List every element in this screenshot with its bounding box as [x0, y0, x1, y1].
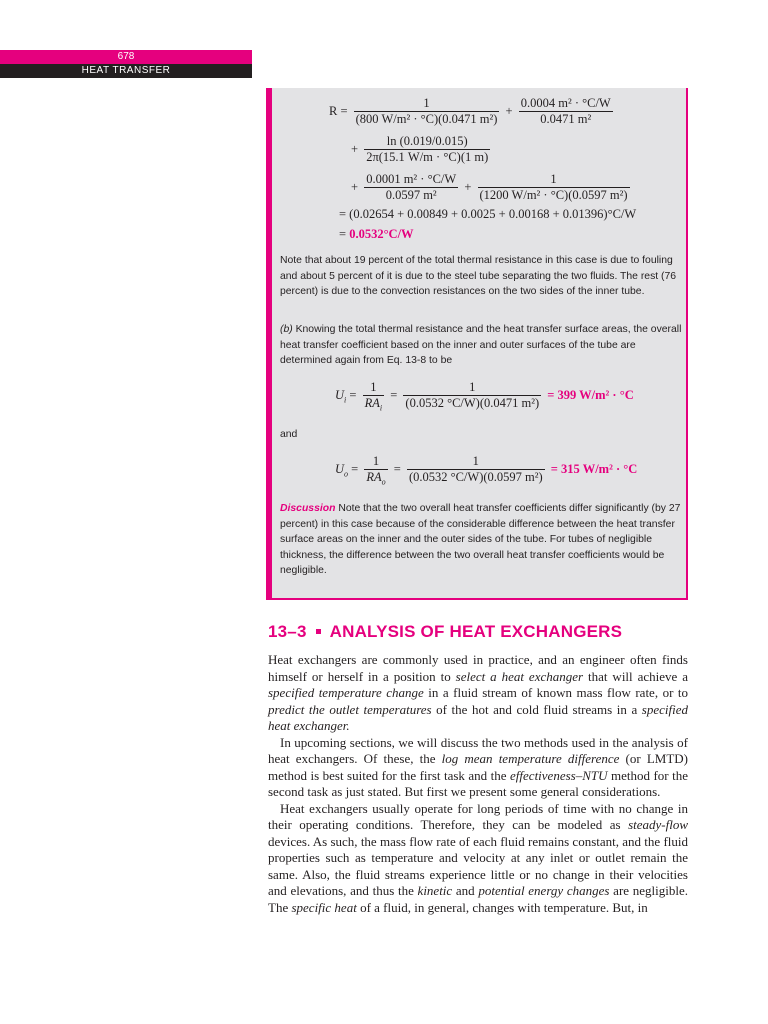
- numerator: 0.0001 m² · °C/W: [366, 172, 457, 186]
- discussion-label: Discussion: [280, 503, 336, 514]
- denominator: 0.0597 m²: [364, 187, 458, 203]
- Uo-result: = 315 W/m² · °C: [550, 462, 638, 476]
- numerator: 1: [423, 96, 430, 110]
- equation-R-line2: + $\frac{\ln (0.019/0.015)}{2\pi(15.1 W/m \cdot ^\circ C)(1 m)}$: [351, 134, 489, 164]
- fraction: [364, 134, 490, 165]
- section-title: ANALYSIS OF HEAT EXCHANGERS: [329, 622, 623, 641]
- fraction: [478, 172, 630, 203]
- fraction: $\frac{1}{RA_o}$: [366, 454, 386, 487]
- result-value: 0.0532°C/W: [349, 227, 414, 241]
- numerator: 0.0004 m² · °C/W: [520, 96, 611, 110]
- numerator: ln (0.019/0.015): [386, 134, 468, 148]
- fraction: [354, 96, 500, 127]
- discussion-paragraph: Discussion Note that the two overall heat transfer coefficients differ significantly (by 27 percent) in this case because of the considerable difference between the heat transfer surface areas on the inner and the outer sides of the tube. For tubes of negligible thickness, the difference between the two overall heat transfer coefficients would be negligible.: [280, 503, 681, 576]
- equation-lhs: R =: [329, 104, 348, 118]
- paragraph: Heat exchangers are commonly used in practice, and an engineer often finds himself or herself in a position to select a heat exchanger that will achieve a specified temperature change in a fluid stream of known mass flow rate, or to predict the outlet temperatures of the hot and cold fluid streams in a specified heat exchanger.: [268, 652, 688, 733]
- body-text: [268, 652, 688, 916]
- equation-Uo: $U_o$ = $\frac{1}{RA_o}$ = $\frac{1}{\text{(0.0532 °C/W)(0.0597 m²)}}$ = 315 W/m² · °C: [332, 454, 640, 485]
- equation-R-line1: R = $\frac{1}{\text{(800 W/m² · °C)(0.0471 m²)}}$ + $\frac{\text{0.0004 m² · °C/W}}{\text{0.0471 m²}}$: [326, 96, 613, 127]
- square-bullet-icon: [316, 629, 321, 634]
- note-paragraph: Note that about 19 percent of the total thermal resistance in this case is due to fouling and about 5 percent of it is due to the steel tube separating the two fluids. The rest (76 percent) is due to the convection resistances on the two sides of the inner tube.: [280, 255, 677, 297]
- fraction: $\frac{1}{\text{(0.0532 °C/W)(0.0597 m²)}}$: [408, 454, 543, 484]
- fraction: [519, 96, 613, 127]
- Ui-result: = 399 W/m² · °C: [547, 388, 634, 402]
- section-heading: [268, 622, 622, 642]
- part-b-label: (b): [280, 324, 293, 335]
- running-header: [0, 50, 252, 78]
- numerator: 1: [550, 172, 557, 186]
- denominator: (1200 W/m² · °C)(0.0597 m²): [479, 188, 628, 202]
- equation-R-result: = 0.0532°C/W: [339, 227, 414, 241]
- part-b-paragraph: (b) Knowing the total thermal resistance and the heat transfer surface areas, the overall heat transfer coefficient based on the inner and outer surfaces of the tube are determined again from Eq. 13-8 to be: [280, 324, 682, 366]
- denominator: 2π(15.1 W/m · °C)(1 m): [366, 150, 489, 164]
- fraction: [364, 172, 458, 203]
- page-number: 678: [0, 50, 252, 64]
- equation-Ui: $U_i$ = $\frac{1}{RA_i}$ = $\frac{1}{\text{(0.0532 °C/W)(0.0471 m²)}}$ = 399 W/m² · °C: [332, 380, 637, 411]
- denominator: 0.0471 m²: [519, 111, 613, 127]
- and-text: and: [280, 429, 298, 440]
- equation-R-line3: + $\frac{\text{0.0001 m² · °C/W}}{\text{0.0597 m²}}$ + $\frac{1}{\text{(1200 W/m² · °C)(0.0597 m²)}}$: [351, 172, 628, 202]
- paragraph: In upcoming sections, we will discuss the two methods used in the analysis of heat exchangers. Of these, the log mean temperature difference (or LMTD) method is best suited for the first task and the effectiveness–NTU method for the second task as just stated. But first we present some general considerations.: [268, 734, 688, 799]
- paragraph: Heat exchangers usually operate for long periods of time with no change in their operating conditions. Therefore, they can be modeled as steady-flow devices. As such, the mass flow rate of each fluid remains constant, and the fluid properties such as temperature and velocity at any inlet or outlet remain the same. Also, the fluid streams experience little or no change in their velocities and elevations, and thus the kinetic and potential energy changes are negligible. The specific heat of a fluid, in general, changes with temperature. But, in: [268, 800, 688, 915]
- running-title: HEAT TRANSFER: [0, 64, 252, 78]
- equation-R-sum: = (0.02654 + 0.00849 + 0.0025 + 0.00168 + 0.01396)°C/W: [339, 207, 637, 221]
- section-number: 13–3: [268, 622, 307, 641]
- fraction: $\frac{1}{RA_i}$: [364, 380, 383, 413]
- fraction: $\frac{1}{\text{(0.0532 °C/W)(0.0471 m²)}}$: [405, 380, 540, 410]
- denominator: (800 W/m² · °C)(0.0471 m²): [355, 112, 498, 126]
